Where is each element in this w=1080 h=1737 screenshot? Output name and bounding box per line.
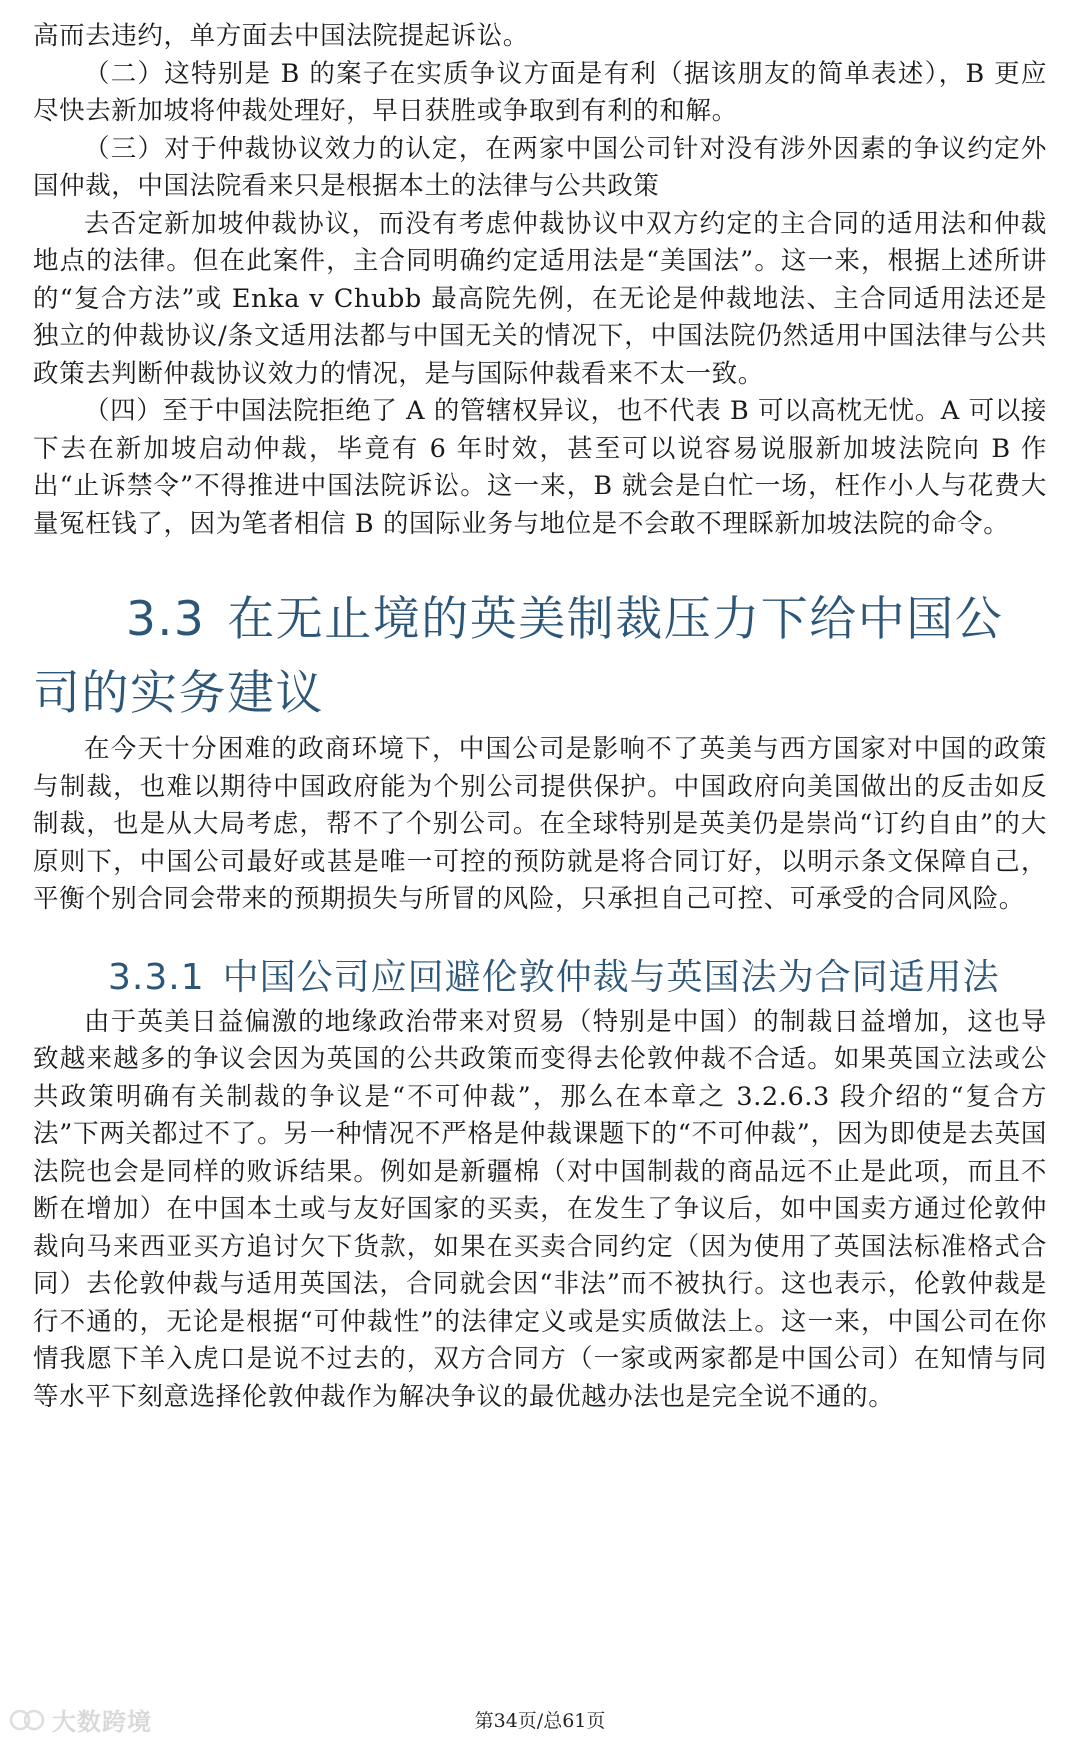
- page-number-footer: 第34页/总61页: [474, 1710, 606, 1732]
- paragraph-section-intro: 在今天十分困难的政商环境下，中国公司是影响不了英美与西方国家对中国的政策与制裁，也难以期待中国政府能为个别公司提供保护。中国政府向美国做出的反击如反制裁，也是从大局考虑，帮不了个别公司。在全球特别是英美仍是崇尚“订约自由”的大原则下，中国公司最好或甚是唯一可控的预防就是将合同订好，以明示条文保障自己，平衡个别合同会带来的预期损失与所冒的风险，只承担自己可控、可承受的合同风险。: [33, 734, 1047, 914]
- section-number: 3.3: [126, 592, 206, 647]
- paragraph-point-four: （四）至于中国法院拒绝了 A 的管辖权异议，也不代表 B 可以高枕无忧。A 可以接下去在新加坡启动仲裁，毕竟有 6 年时效，甚至可以说容易说服新加坡法院向 B 作出“止诉禁令”不得推进中国法院诉讼。这一来，B 就会是白忙一场，枉作小人与花费大量冤枉钱了，因为笔者相信 B 的国际业务与地位是不会敢不理睬新加坡法院的命令。: [33, 396, 1047, 539]
- subsection-number: 3.3.1: [108, 956, 205, 998]
- subsection-heading: [33, 952, 1047, 1004]
- paragraph-point-two: （二）这特别是 B 的案子在实质争议方面是有利（据该朋友的简单表述），B 更应尽快去新加坡将仲裁处理好，早日获胜或争取到有利的和解。: [33, 58, 1047, 126]
- paragraph-continuation: 高而去违约，单方面去中国法院提起诉讼。: [33, 21, 529, 51]
- document-page: [33, 18, 1047, 1416]
- paragraph-point-three-continued: 去否定新加坡仲裁协议，而没有考虑仲裁协议中双方约定的主合同的适用法和仲裁地点的法律。但在此案件，主合同明确约定适用法是“美国法”。这一来，根据上述所讲的“复合方法”或 Enka v Chubb 最高院先例，在无论是仲裁地法、主合同适用法还是独立的仲裁协议/条文适用法都与中国无关的情况下，中国法院仍然适用中国法律与公共政策去判断仲裁协议效力的情况，是与国际仲裁看来不太一致。: [33, 208, 1047, 389]
- paragraph-subsection-body: 由于英美日益偏激的地缘政治带来对贸易（特别是中国）的制裁日益增加，这也导致越来越多的争议会因为英国的公共政策而变得去伦敦仲裁不合适。如果英国立法或公共政策明确有关制裁的争议是“不可仲裁”，那么在本章之 3.2.6.3 段介绍的“复合方法”下两关都过不了。另一种情况不严格是仲裁课题下的“不可仲裁”，因为即使是去英国法院也会是同样的败诉结果。例如是新疆棉（对中国制裁的商品远不止是此项，而且不断在增加）在中国本土或与友好国家的买卖，在发生了争议后，如中国卖方通过伦敦仲裁向马来西亚买方追讨欠下货款，如果在买卖合同约定（因为使用了英国法标准格式合同）去伦敦仲裁与适用英国法，合同就会因“非法”而不被执行。这也表示，伦敦仲裁是行不通的，无论是根据“可仲裁性”的法律定义或是实质做法上。这一来，中国公司在你情我愿下羊入虎口是说不过去的，双方合同方（一家或两家都是中国公司）在知情与同等水平下刻意选择伦敦仲裁作为解决争议的最优越办法也是完全说不通的。: [33, 1006, 1047, 1412]
- watermark-text: 大数跨境: [52, 1708, 152, 1736]
- paragraph-point-three: （三）对于仲裁协议效力的认定，在两家中国公司针对没有涉外因素的争议约定外国仲裁，中国法院看来只是根据本土的法律与公共政策: [33, 133, 1047, 201]
- subsection-title: 中国公司应回避伦敦仲裁与英国法为合同适用法: [222, 956, 1000, 998]
- section-heading: [33, 583, 1047, 731]
- section-title: 在无止境的英美制裁压力下给中国公司的实务建议: [33, 592, 1004, 721]
